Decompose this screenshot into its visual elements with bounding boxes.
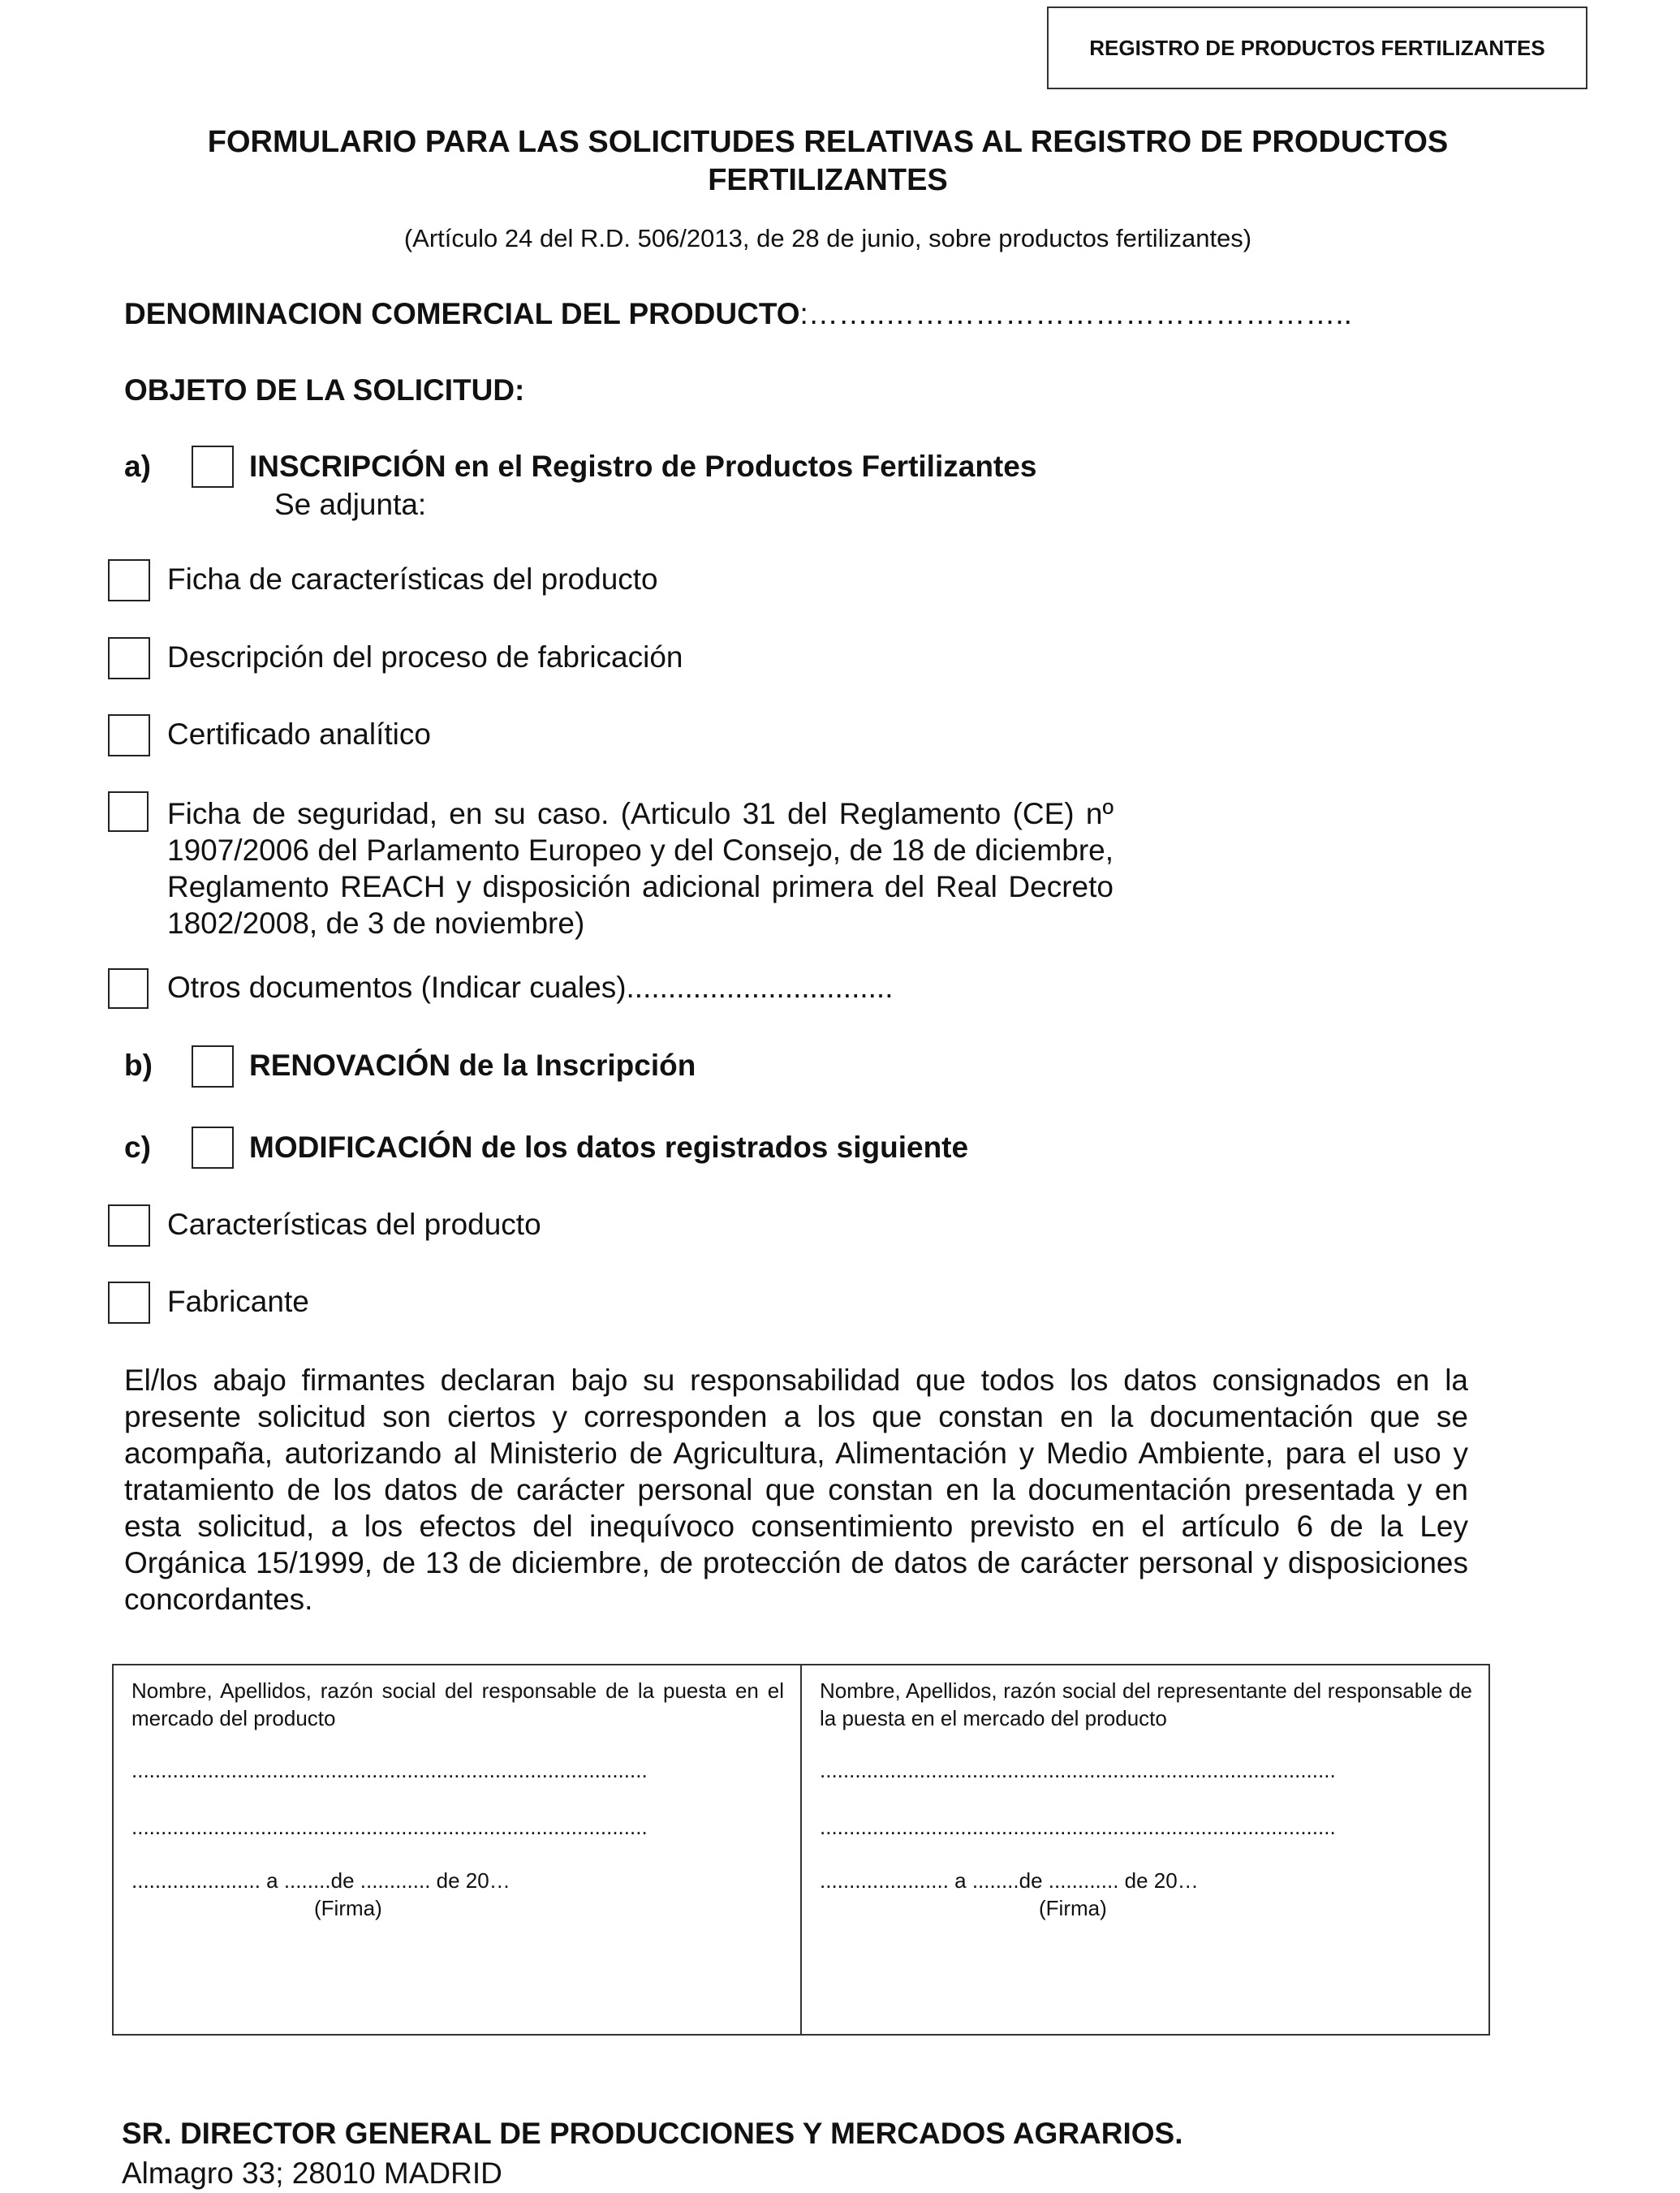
signature-table [112,1664,1490,2036]
form-title [122,123,1534,200]
form-subtitle: (Artículo 24 del R.D. 506/2013, de 28 de junio, sobre productos fertilizantes) [403,224,1252,252]
inscripcion-label: INSCRIPCIÓN en el Registro de Productos Fertilizantes [249,450,1037,483]
objeto-heading: OBJETO DE LA SOLICITUD: [124,373,525,407]
certificado-analitico-label: Certificado analítico [167,717,431,751]
registry-label: REGISTRO DE PRODUCTOS FERTILIZANTES [1089,35,1545,60]
form-title-line1: FORMULARIO PARA LAS SOLICITUDES RELATIVAS AL REGISTRO DE PRODUCTOS [207,125,1449,159]
representante-name-line2[interactable]: ........................................................................................ [820,1815,1336,1839]
ficha-caracteristicas-checkbox[interactable] [108,559,150,601]
responsable-date-line[interactable]: ...................... a ........de ............ de 20… [131,1868,510,1893]
product-name-label: DENOMINACION COMERCIAL DEL PRODUCTO [124,297,800,330]
responsable-firma-label: (Firma) [314,1896,382,1920]
descripcion-proceso-checkbox[interactable] [108,637,150,679]
modificacion-checkbox[interactable] [192,1127,234,1169]
responsable-heading: Nombre, Apellidos, razón social del responsable de la puesta en el mercado del producto [131,1678,784,1730]
responsable-name-line2[interactable]: ........................................................................................ [131,1815,648,1839]
option-c-letter: c) [124,1131,151,1164]
ficha-seguridad-checkbox[interactable] [108,791,149,832]
product-name-field[interactable]: :……..……………………………………….. [799,297,1352,330]
product-name-row [124,297,1352,331]
signature-cell-responsable [113,1665,801,2035]
representante-heading: Nombre, Apellidos, razón social del representante del responsable de la puesta en el mercado del producto [820,1678,1472,1730]
fabricante-label: Fabricante [167,1285,309,1318]
fabricante-checkbox[interactable] [108,1282,150,1324]
otros-documentos-checkbox[interactable] [108,968,149,1009]
caracteristicas-producto-checkbox[interactable] [108,1204,150,1247]
se-adjunta-label: Se adjunta: [274,488,427,521]
declaration-paragraph: El/los abajo firmantes declaran bajo su responsabilidad que todos los datos consignados en la presente solicitud son ciertos y corresponden a los que constan en la documentación que se acompaña, autorizando al Ministerio de Agricultura, Alimentación y Medio Ambiente, para el uso y tratamiento de los datos de carácter personal que constan en la documentación presentada y en esta solicitud, a los efectos del inequívoco consentimiento previsto en el artículo 6 de la Ley Orgánica 15/1999, de 13 de diciembre, de protección de datos de carácter personal y disposiciones concordantes. [124,1364,1468,1616]
inscripcion-checkbox[interactable] [192,446,234,488]
signature-cell-representante [801,1665,1489,2035]
modificacion-label: MODIFICACIÓN de los datos registrados siguiente [249,1131,969,1164]
form-title-line2: FERTILIZANTES [708,163,948,197]
ficha-seguridad-label: Ficha de seguridad, en su caso. (Articulo 31 del Reglamento (CE) nº 1907/2006 del Parlamento Europeo y del Consejo, de 18 de diciembre, Reglamento REACH y disposición adicional primera del Real Decreto 1802/2008, de 3 de noviembre) [167,797,1114,940]
option-a-letter: a) [124,450,151,483]
addressee: SR. DIRECTOR GENERAL DE PRODUCCIONES Y MERCADOS AGRARIOS. [122,2117,1183,2150]
renovacion-label: RENOVACIÓN de la Inscripción [249,1049,696,1082]
descripcion-proceso-label: Descripción del proceso de fabricación [167,640,683,674]
representante-firma-label: (Firma) [1039,1896,1107,1920]
certificado-analitico-checkbox[interactable] [108,714,150,756]
renovacion-checkbox[interactable] [192,1045,234,1088]
ficha-caracteristicas-label: Ficha de características del producto [167,562,658,596]
registry-label-box [1047,6,1587,89]
representante-name-line1[interactable]: ........................................................................................ [820,1758,1336,1782]
otros-documentos-label: Otros documentos (Indicar cuales)................................ [167,971,894,1004]
responsable-name-line1[interactable]: ........................................................................................ [131,1758,648,1782]
option-b-letter: b) [124,1049,153,1082]
address: Almagro 33; 28010 MADRID [122,2156,502,2190]
representante-date-line[interactable]: ...................... a ........de ............ de 20… [820,1868,1199,1893]
caracteristicas-producto-label: Características del producto [167,1208,541,1241]
